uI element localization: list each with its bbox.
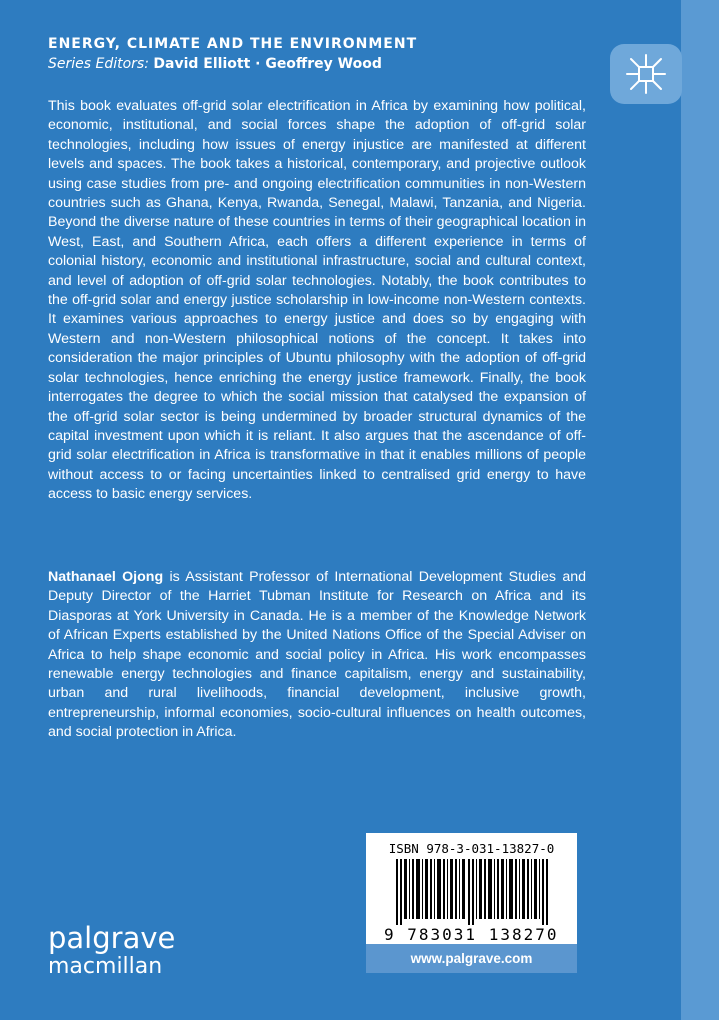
publisher-line2: macmillan — [48, 954, 163, 979]
book-blurb: This book evaluates off-grid solar electrification in Africa by examining how political, economic, institutional, and social forces shape the adoption of off-grid solar technologies, including how issues of energy injustice are manifested at different levels and spaces. The book takes a historical, contemporary, and projective outlook using case studies from pre- and ongoing electrification communities in non-Western countries such as Ghana, Kenya, Rwanda, Senegal, Malawi, Tanzania, and Nigeria. Beyond the diverse nature of these countries in terms of their geographical location in West, East, and Southern Africa, each offers a different experience in terms of colonial history, economic and institutional infrastructure, social and cultural context, and level of adoption of off-grid solar technologies. Notably, the book contributes to the off-grid solar and energy justice scholarship in low-income non-Western contexts. It examines various approaches to energy justice and does so by engaging with Western and non-Western philosophical notions of the concept. It takes into consideration the major principles of Ubuntu philosophy with the adoption of off-grid solar technologies, hence enriching the energy justice framework. Finally, the book interrogates the degree to which the social mission that catalysed the expansion of the off-grid solar sector is being undermined by broader structural dynamics of the capital investment upon which it is reliant. It also argues that the ascendance of off-grid solar electrification in Africa is transformative in that it enables millions of people without access to or facing uncertainties linked to centralised grid energy to have access to basic energy services. — [48, 98, 586, 503]
publisher-url[interactable]: www.palgrave.com — [366, 944, 577, 973]
author-name: Nathanael Ojong — [48, 569, 164, 585]
series-header — [48, 36, 568, 72]
series-title: ENERGY, CLIMATE AND THE ENVIRONMENT — [48, 36, 418, 52]
author-bio — [48, 568, 586, 743]
barcode-digits: 9 783031 138270 — [384, 925, 559, 944]
publisher-line1: palgrave — [48, 921, 176, 955]
series-editors — [48, 56, 568, 72]
palgrave-star-icon — [622, 52, 670, 96]
barcode-bars — [396, 859, 548, 925]
series-editors-label: Series Editors: — [48, 56, 149, 72]
spine-strip — [681, 0, 719, 1020]
author-bio-text: is Assistant Professor of International Development Studies and Deputy Director of the Harriet Tubman Institute for Research on Africa and its Diasporas at York University in Canada. He is a member of the Knowledge Network of African Experts established by the United Nations Office of the Special Adviser on Africa to help shape economic and social policy in Africa. His work encompasses renewable energy technologies and finance capitalism, energy and sustainability, urban and rural livelihoods, financial development, inclusive growth, entrepreneurship, informal economies, socio-cultural influences on health outcomes, and social protection in Africa. — [48, 569, 586, 741]
palgrave-logo-badge — [610, 44, 682, 104]
publisher-logo — [48, 921, 176, 979]
series-editors-names: David Elliott · Geoffrey Wood — [153, 56, 382, 72]
isbn-text: ISBN 978-3-031-13827-0 — [388, 841, 555, 856]
